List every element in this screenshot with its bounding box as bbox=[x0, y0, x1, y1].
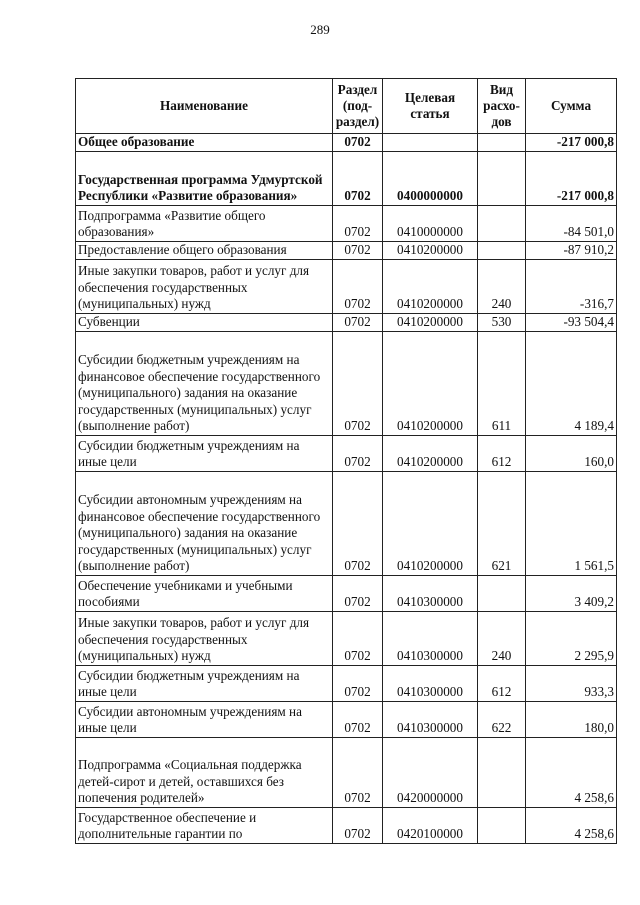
row-section: 0702 bbox=[333, 242, 383, 260]
row-target: 0410300000 bbox=[383, 612, 478, 666]
row-type bbox=[478, 808, 526, 844]
row-type bbox=[478, 738, 526, 808]
table-row bbox=[76, 314, 617, 332]
row-type bbox=[478, 576, 526, 612]
row-name: Субсидии бюджетным учреждениям на иные цели bbox=[76, 666, 333, 702]
row-section: 0702 bbox=[333, 666, 383, 702]
row-type: 240 bbox=[478, 612, 526, 666]
row-sum: -84 501,0 bbox=[526, 206, 617, 242]
row-type: 611 bbox=[478, 332, 526, 436]
row-section: 0702 bbox=[333, 134, 383, 152]
row-target: 0410200000 bbox=[383, 242, 478, 260]
row-type: 612 bbox=[478, 436, 526, 472]
table-row bbox=[76, 472, 617, 576]
budget-table bbox=[75, 78, 617, 844]
row-sum: 1 561,5 bbox=[526, 472, 617, 576]
row-name: Субсидии бюджетным учреждениям на иные цели bbox=[76, 436, 333, 472]
row-type: 621 bbox=[478, 472, 526, 576]
page-number: 289 bbox=[310, 22, 330, 37]
table-row bbox=[76, 242, 617, 260]
table-row bbox=[76, 206, 617, 242]
row-target: 0410200000 bbox=[383, 332, 478, 436]
row-target: 0420000000 bbox=[383, 738, 478, 808]
table-row bbox=[76, 576, 617, 612]
header-sum: Сумма bbox=[526, 79, 617, 134]
row-section: 0702 bbox=[333, 808, 383, 844]
row-target: 0410200000 bbox=[383, 314, 478, 332]
row-name: Иные закупки товаров, работ и услуг для обеспечения государственных (муниципальных) нужд bbox=[76, 260, 333, 314]
row-section: 0702 bbox=[333, 576, 383, 612]
table-row bbox=[76, 152, 617, 206]
row-section: 0702 bbox=[333, 314, 383, 332]
row-sum: 4 258,6 bbox=[526, 808, 617, 844]
row-type bbox=[478, 242, 526, 260]
row-name: Субсидии автономным учреждениям на иные цели bbox=[76, 702, 333, 738]
row-target: 0410000000 bbox=[383, 206, 478, 242]
table-row bbox=[76, 612, 617, 666]
row-name: Общее образование bbox=[76, 134, 333, 152]
row-target bbox=[383, 134, 478, 152]
row-section: 0702 bbox=[333, 206, 383, 242]
row-sum: 933,3 bbox=[526, 666, 617, 702]
row-name: Подпрограмма «Развитие общего образования» bbox=[76, 206, 333, 242]
row-type: 622 bbox=[478, 702, 526, 738]
row-sum: 4 258,6 bbox=[526, 738, 617, 808]
row-target: 0410200000 bbox=[383, 260, 478, 314]
row-name: Государственное обеспечение и дополнительные гарантии по bbox=[76, 808, 333, 844]
row-name: Субсидии бюджетным учреждениям на финансовое обеспечение государственного (муниципального) задания на оказание государственных (муниципальных) услуг (выполнение работ) bbox=[76, 332, 333, 436]
row-target: 0410300000 bbox=[383, 576, 478, 612]
row-type bbox=[478, 134, 526, 152]
row-sum: -316,7 bbox=[526, 260, 617, 314]
header-row bbox=[76, 79, 617, 134]
row-section: 0702 bbox=[333, 702, 383, 738]
table-row bbox=[76, 808, 617, 844]
row-sum: -217 000,8 bbox=[526, 134, 617, 152]
row-name: Предоставление общего образования bbox=[76, 242, 333, 260]
row-target: 0410200000 bbox=[383, 436, 478, 472]
row-type: 612 bbox=[478, 666, 526, 702]
header-target: Целевая статья bbox=[383, 79, 478, 134]
row-name: Субсидии автономным учреждениям на финансовое обеспечение государственного (муниципального) задания на оказание государственных (муниципальных) услуг (выполнение работ) bbox=[76, 472, 333, 576]
row-sum: 2 295,9 bbox=[526, 612, 617, 666]
row-target: 0410300000 bbox=[383, 702, 478, 738]
table-row bbox=[76, 260, 617, 314]
row-target: 0420100000 bbox=[383, 808, 478, 844]
row-type bbox=[478, 152, 526, 206]
row-sum: 160,0 bbox=[526, 436, 617, 472]
row-sum: -93 504,4 bbox=[526, 314, 617, 332]
row-target: 0410300000 bbox=[383, 666, 478, 702]
row-section: 0702 bbox=[333, 260, 383, 314]
row-type: 240 bbox=[478, 260, 526, 314]
row-section: 0702 bbox=[333, 332, 383, 436]
row-sum: -217 000,8 bbox=[526, 152, 617, 206]
row-section: 0702 bbox=[333, 612, 383, 666]
header-section: Раздел (под-раздел) bbox=[333, 79, 383, 134]
row-sum: 4 189,4 bbox=[526, 332, 617, 436]
row-section: 0702 bbox=[333, 152, 383, 206]
row-name: Субвенции bbox=[76, 314, 333, 332]
row-target: 0410200000 bbox=[383, 472, 478, 576]
row-type bbox=[478, 206, 526, 242]
header-name: Наименование bbox=[76, 79, 333, 134]
table-row bbox=[76, 332, 617, 436]
row-name: Обеспечение учебниками и учебными пособиями bbox=[76, 576, 333, 612]
row-name: Государственная программа Удмуртской Республики «Развитие образования» bbox=[76, 152, 333, 206]
row-name: Подпрограмма «Социальная поддержка детей-сирот и детей, оставшихся без попечения родителей» bbox=[76, 738, 333, 808]
row-name: Иные закупки товаров, работ и услуг для обеспечения государственных (муниципальных) нужд bbox=[76, 612, 333, 666]
table-row bbox=[76, 134, 617, 152]
row-sum: 180,0 bbox=[526, 702, 617, 738]
row-sum: 3 409,2 bbox=[526, 576, 617, 612]
table-row bbox=[76, 702, 617, 738]
table-row bbox=[76, 436, 617, 472]
row-type: 530 bbox=[478, 314, 526, 332]
row-section: 0702 bbox=[333, 472, 383, 576]
row-sum: -87 910,2 bbox=[526, 242, 617, 260]
table-row bbox=[76, 666, 617, 702]
table-row bbox=[76, 738, 617, 808]
row-section: 0702 bbox=[333, 436, 383, 472]
row-target: 0400000000 bbox=[383, 152, 478, 206]
row-section: 0702 bbox=[333, 738, 383, 808]
header-expense-type: Вид расхо-дов bbox=[478, 79, 526, 134]
